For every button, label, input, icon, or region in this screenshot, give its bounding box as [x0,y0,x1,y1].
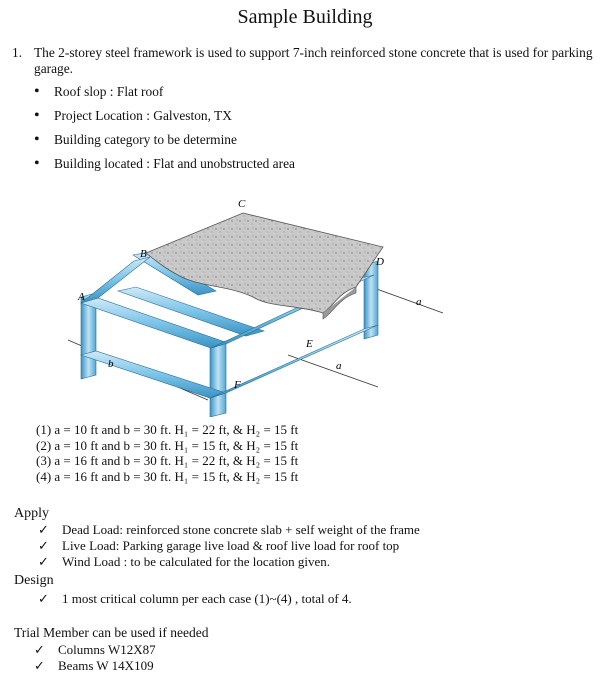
steel-frame-figure [38,195,448,417]
bullet-item: • Building category to be determine [34,131,295,155]
label-b-dim: b [108,358,114,370]
dimension-line-a-lower [288,355,378,387]
apply-item-text: Live Load: Parking garage live load & roof live load for roof top [62,538,400,553]
apply-heading: Apply [14,506,49,521]
bullet-item: • Roof slop : Flat roof [34,83,295,107]
design-list [38,591,352,607]
apply-item [38,522,420,538]
label-d-point: D [376,256,384,268]
trial-list [34,642,156,674]
check-icon: ✓ [34,658,45,673]
trial-heading: Trial Member can be used if needed [14,625,209,640]
apply-item [38,554,420,570]
label-b-point: B [140,248,147,260]
design-item-text: 1 most critical column per each case (1)~(4) , total of 4. [62,591,352,606]
check-icon: ✓ [38,522,49,537]
beam-lower-front [81,351,226,398]
label-a-dim-lower: a [336,360,342,372]
beam-upper-front [81,298,228,348]
concrete-slab [146,213,383,313]
bullet-list [34,83,295,179]
column-f [210,341,226,417]
trial-item [34,642,156,658]
cases-list [36,422,298,484]
question-number: 1. [12,45,23,60]
bullet-item: • Building located : Flat and unobstructed area [34,155,295,179]
label-a-dim-upper: a [416,296,422,308]
case-line: (3) a = 16 ft and b = 30 ft. H₁ = 22 ft, & H₂ = 15 ft [36,453,299,468]
label-c-point: C [238,198,246,210]
apply-item-text: Wind Load : to be calculated for the location given. [62,554,331,569]
case-line: (2) a = 10 ft and b = 30 ft. H₁ = 15 ft, & H₂ = 15 ft [36,437,299,453]
case-line: (1) a = 10 ft and b = 30 ft. H₁ = 22 ft, & H₂ = 15 ft [36,422,299,437]
dimension-line-a-upper [371,287,443,313]
design-item [38,591,352,607]
design-heading: Design [14,573,54,588]
check-icon: ✓ [34,642,45,657]
check-icon: ✓ [38,538,49,553]
label-f-point: F [234,379,241,391]
case-line: (4) a = 16 ft and b = 30 ft. H₁ = 15 ft, & H₂ = 15 ft [36,468,299,484]
question-text: The 2-storey steel framework is used to support 7-inch reinforced stone concrete that is used for parking garage. [34,45,593,76]
bullet-item: • Project Location : Galveston, TX [34,107,295,131]
trial-item-text: Columns W12X87 [58,642,156,657]
label-e-point: E [306,338,313,350]
apply-item [38,538,420,554]
trial-item-text: Beams W 14X109 [58,658,154,673]
page-title: Sample Building [237,6,373,28]
apply-list [38,522,420,570]
beam-upper-mid [118,287,264,336]
check-icon: ✓ [38,554,49,569]
check-icon: ✓ [38,591,49,606]
label-a-point: A [78,291,85,303]
question [12,45,604,77]
apply-item-text: Dead Load: reinforced stone concrete slab + self weight of the frame [62,522,420,537]
trial-item [34,658,156,674]
